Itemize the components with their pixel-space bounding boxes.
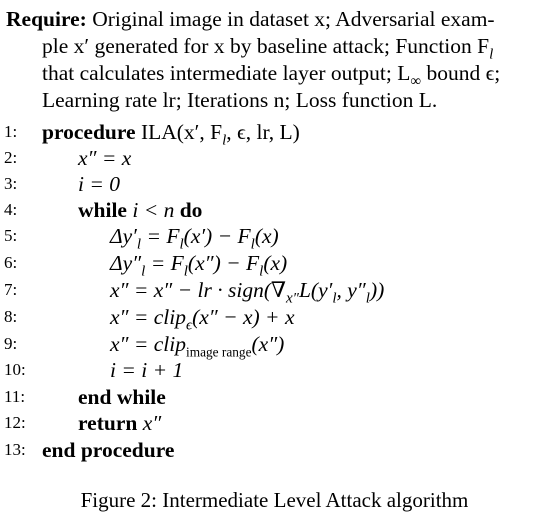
code-sub-2: l	[179, 236, 184, 253]
code-text: ILA(x′, F	[140, 120, 223, 144]
algo-line-2	[0, 145, 549, 171]
require-text-1: Original image in dataset x; Adversarial exam-	[92, 7, 495, 31]
code-text: i = i + 1	[110, 358, 184, 382]
keyword: end while	[78, 385, 166, 409]
require-text-3-tail: bound ϵ;	[421, 61, 501, 85]
require-label: Require:	[6, 7, 87, 31]
line-number: 13:	[4, 440, 26, 459]
require-text-2: ple x′ generated for x by baseline attack; Function F	[42, 34, 490, 58]
line-code	[110, 331, 285, 360]
code-tail: , ϵ, lr, L)	[226, 120, 300, 144]
line-number: 8:	[4, 307, 18, 326]
code-sub-2: l	[183, 263, 188, 280]
require-text-3: that calculates intermediate layer output; L	[42, 61, 411, 85]
line-number: 6:	[4, 253, 18, 272]
algo-line-5	[0, 223, 549, 253]
line-code	[110, 223, 279, 253]
algo-line-8	[0, 304, 549, 334]
line-number: 4:	[4, 200, 18, 219]
line-code	[42, 119, 300, 149]
code-text: x″	[142, 411, 162, 435]
code-tail-3: (x)	[263, 251, 288, 275]
algo-line-6	[0, 250, 549, 280]
code-text: Δy″	[110, 251, 142, 275]
code-sub: l	[136, 236, 142, 253]
algo-line-12	[0, 410, 549, 436]
line-number: 3:	[4, 174, 18, 193]
require-text-2-sub: l	[489, 46, 494, 63]
line-number: 7:	[4, 280, 18, 299]
line-number: 11:	[4, 387, 26, 406]
code-tail-2: (x′) − F	[183, 224, 251, 248]
algo-line-7	[0, 277, 549, 307]
keyword: while	[78, 198, 127, 222]
line-code	[110, 277, 385, 307]
line-number: 5:	[4, 226, 18, 245]
code-sub-3: l	[259, 263, 264, 280]
algo-line-4	[0, 197, 549, 223]
line-number: 12:	[4, 413, 26, 432]
code-sub: l	[141, 263, 146, 280]
line-number: 10:	[4, 360, 26, 379]
require-line-1	[6, 6, 544, 33]
code-sub: l	[222, 132, 227, 149]
code-sub-3: l	[250, 236, 255, 253]
code-sub: x″	[286, 290, 299, 307]
keyword: procedure	[42, 120, 136, 144]
code-tail-3: (x)	[254, 224, 279, 248]
code-tail-2: (x″) − F	[187, 251, 260, 275]
code-text: Δy′	[110, 224, 137, 248]
require-text-4: Learning rate lr; Iterations n; Loss function L.	[42, 88, 438, 112]
keyword: return	[78, 411, 138, 435]
code-sub-3: l	[365, 290, 370, 307]
code-text: x″ = clip	[110, 332, 186, 356]
line-code	[78, 410, 161, 436]
code-tail: = F	[141, 224, 180, 248]
algo-line-10	[0, 357, 549, 383]
require-block	[6, 6, 544, 114]
require-text-3-sub: ∞	[410, 73, 422, 90]
algo-line-11	[0, 384, 549, 410]
keyword: end procedure	[42, 438, 175, 462]
code-text: x″ = x″ − lr · sign(∇	[110, 278, 286, 302]
code-sub: image range	[186, 344, 252, 360]
algo-line-9	[0, 331, 549, 360]
code-text: i < n	[132, 198, 175, 222]
figure-caption: Figure 2: Intermediate Level Attack algorithm	[80, 488, 469, 512]
code-tail: = F	[145, 251, 184, 275]
line-code	[78, 197, 202, 223]
code-tail: (x″ − x) + x	[192, 305, 295, 329]
line-code	[110, 250, 288, 280]
algo-line-3	[0, 171, 549, 197]
code-tail-2: , y″	[336, 278, 366, 302]
line-number: 1:	[4, 122, 18, 141]
code-text: x″ = clip	[110, 305, 186, 329]
code-tail: L(y′	[298, 278, 333, 302]
code-sub-2: l	[332, 290, 337, 307]
keyword-end: do	[179, 198, 203, 222]
algo-line-13	[0, 437, 549, 463]
require-line-4	[6, 87, 544, 114]
line-code	[110, 304, 295, 334]
code-sub: ϵ	[186, 317, 193, 334]
require-line-2	[6, 33, 544, 63]
line-number: 9:	[4, 334, 18, 353]
line-number: 2:	[4, 148, 18, 167]
code-tail: (x″)	[251, 332, 285, 356]
code-text: i = 0	[78, 172, 120, 196]
code-tail-3: ))	[369, 278, 385, 302]
algo-line-1	[0, 119, 549, 149]
code-text: x″ = x	[78, 146, 132, 170]
require-line-3	[6, 60, 544, 90]
